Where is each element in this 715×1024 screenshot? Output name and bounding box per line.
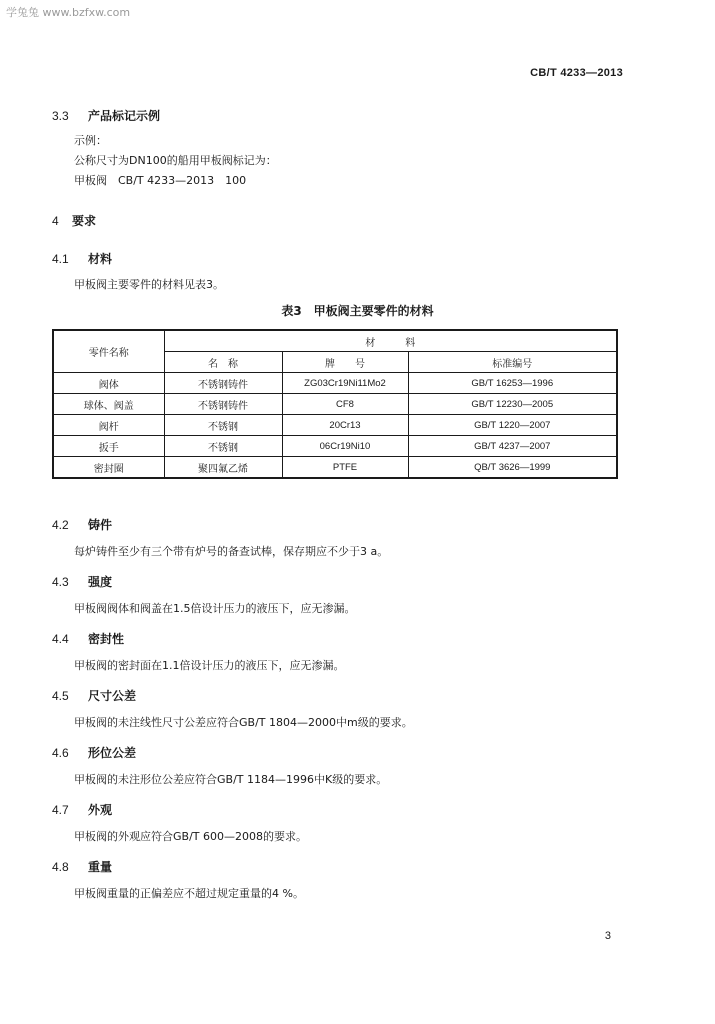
page-number: 3 [604,930,611,942]
section-title: 材料 [88,252,113,266]
table-row [53,373,617,394]
section-title: 铸件 [88,518,113,532]
table-row [53,394,617,415]
header-material: 材 料 [164,330,617,352]
section-4-3-text: 甲板阀阀体和阀盖在1.5倍设计压力的液压下，应无渗漏。 [74,602,356,615]
section-4-7-heading [52,801,112,818]
cell-part: 密封圈 [53,457,164,479]
table-row [53,415,617,436]
cell-name: 不锈钢 [164,415,282,436]
section-title: 强度 [88,575,113,589]
materials-table [52,329,618,479]
cell-grade: 20Cr13 [282,415,408,436]
section-number: 4.1 [52,252,69,266]
header-name: 名 称 [164,352,282,373]
section-4-4-text: 甲板阀的密封面在1.1倍设计压力的液压下，应无渗漏。 [74,659,345,672]
section-4-2-text: 每炉铸件至少有三个带有炉号的备查试棒，保存期应不少于3 a。 [74,545,389,558]
section-number: 4.6 [52,746,69,760]
header-standard: 标准编号 [408,352,617,373]
cell-part: 阀杆 [53,415,164,436]
section-title: 产品标记示例 [88,109,161,123]
section-number: 4.8 [52,860,69,874]
section-4-7-text: 甲板阀的外观应符合GB/T 600—2008的要求。 [74,830,307,843]
example-label: 示例： [74,134,107,147]
section-number: 4.4 [52,632,69,646]
cell-standard: GB/T 16253—1996 [408,373,617,394]
section-4-5-text: 甲板阀的未注线性尺寸公差应符合GB/T 1804—2000中m级的要求。 [74,716,413,729]
header-part-name: 零件名称 [53,330,164,373]
table-row [53,436,617,457]
section-4-8-heading [52,858,112,875]
section-4-8-text: 甲板阀重量的正偏差应不超过规定重量的4 %。 [74,887,304,900]
section-4-6-text: 甲板阀的未注形位公差应符合GB/T 1184—1996中K级的要求。 [74,773,388,786]
section-title: 重量 [88,860,113,874]
cell-part: 扳手 [53,436,164,457]
standard-code: CB/T 4233—2013 [530,67,623,79]
example-description: 公称尺寸为DN100的船用甲板阀标记为： [74,154,277,167]
section-title: 尺寸公差 [88,689,137,703]
section-number: 4.5 [52,689,69,703]
cell-standard: GB/T 1220—2007 [408,415,617,436]
cell-standard: GB/T 12230—2005 [408,394,617,415]
example-marking: 甲板阀 CB/T 4233—2013 100 [74,174,247,187]
section-title: 形位公差 [88,746,137,760]
cell-standard: QB/T 3626—1999 [408,457,617,479]
header-grade: 牌 号 [282,352,408,373]
section-4-2-heading [52,516,112,533]
section-number: 4.3 [52,575,69,589]
section-4-5-heading [52,687,136,704]
section-title: 要求 [72,214,97,228]
section-3-3-heading [52,107,160,124]
section-title: 外观 [88,803,113,817]
cell-part: 球体、阀盖 [53,394,164,415]
cell-name: 聚四氟乙烯 [164,457,282,479]
section-number: 4.7 [52,803,69,817]
section-4-4-heading [52,630,124,647]
section-4-heading [52,212,96,229]
cell-grade: CF8 [282,394,408,415]
section-4-6-heading [52,744,136,761]
cell-grade: ZG03Cr19Ni11Mo2 [282,373,408,394]
section-number: 3.3 [52,109,69,123]
section-4-3-heading [52,573,112,590]
cell-name: 不锈钢铸件 [164,373,282,394]
cell-standard: GB/T 4237—2007 [408,436,617,457]
section-title: 密封性 [88,632,125,646]
table-caption: 表3 甲板阀主要零件的材料 [281,304,434,318]
table-row [53,457,617,479]
cell-grade: PTFE [282,457,408,479]
section-4-1-heading [52,250,112,267]
cell-part: 阀体 [53,373,164,394]
watermark-text: 学兔兔 www.bzfxw.com [6,6,131,19]
section-number: 4 [52,214,59,228]
cell-grade: 06Cr19Ni10 [282,436,408,457]
cell-name: 不锈钢铸件 [164,394,282,415]
cell-name: 不锈钢 [164,436,282,457]
section-4-1-text: 甲板阀主要零件的材料见表3。 [74,278,224,291]
section-number: 4.2 [52,518,69,532]
